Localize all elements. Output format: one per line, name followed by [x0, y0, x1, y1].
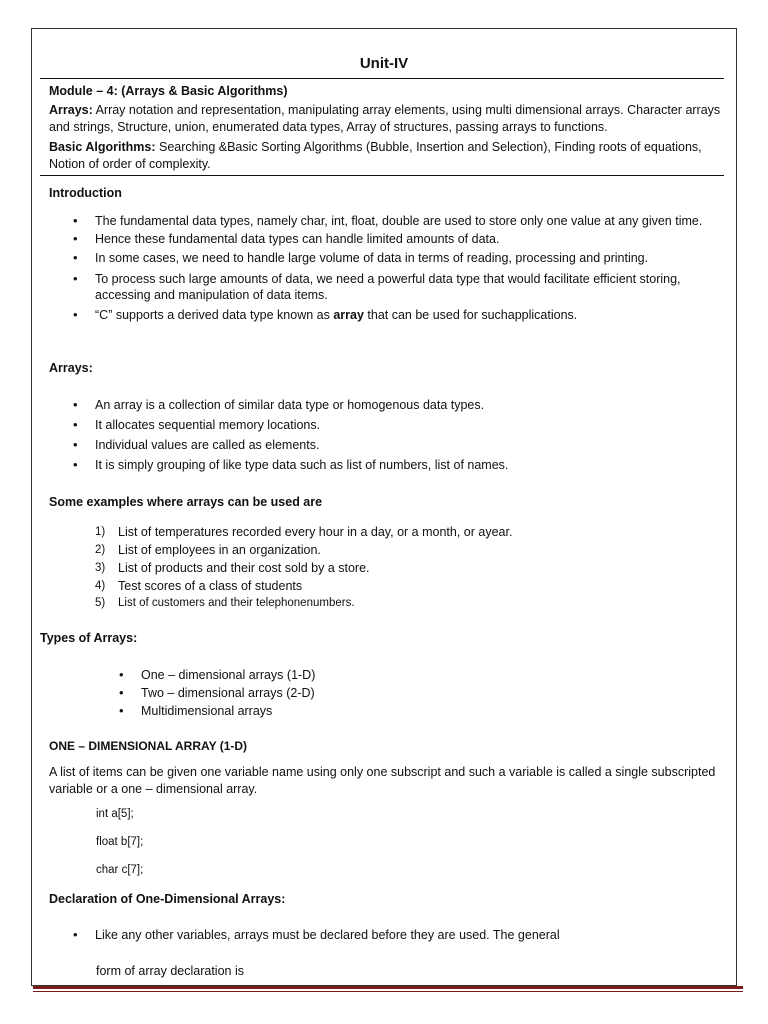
- list-item: [95, 560, 718, 576]
- list-item-text: List of customers and their telephonenumbers.: [118, 597, 355, 609]
- one-d-paragraph: A list of items can be given one variable name using only one subscript and such a variable is called a single subscripted variable or a one – dimensional array.: [49, 765, 716, 796]
- footer-rule-thin: [33, 991, 743, 992]
- list-item: • Like any other variables, arrays must be declared before they are used. The general: [95, 927, 720, 943]
- introduction-list: [95, 213, 720, 323]
- list-item: • One – dimensional arrays (1-D): [141, 667, 641, 683]
- module-heading: Module – 4: (Arrays & Basic Algorithms): [49, 84, 288, 98]
- code-line: int a[5];: [96, 808, 134, 820]
- list-item: [95, 578, 718, 594]
- list-item-text: “C” supports a derived data type known as: [95, 308, 334, 322]
- title-divider: [40, 78, 724, 79]
- list-item: • To process such large amounts of data, we need a powerful data type that would facilitate efficient storing, accessing and manipulation of data items.: [95, 271, 720, 303]
- declaration-continuation: form of array declaration is: [96, 964, 244, 978]
- arrays-list: [95, 397, 720, 473]
- arrays-topics-text: Array notation and representation, manipulating array elements, using multi dimensional arrays. Character arrays and strings, Structure, union, enumerated data types, Array of structures, passing arrays to functions.: [49, 103, 721, 134]
- arrays-label: Arrays:: [49, 103, 93, 117]
- list-item: • Two – dimensional arrays (2-D): [141, 685, 641, 701]
- algorithms-topics-text: Searching &Basic Sorting Algorithms (Bubble, Insertion and Selection), Finding roots of equations, Notion of order of complexity.: [49, 140, 702, 171]
- list-item-text: List of products and their cost sold by a store.: [118, 561, 370, 575]
- list-item-text: that can be used for suchapplications.: [363, 308, 578, 322]
- list-item: [95, 542, 718, 558]
- list-item: • An array is a collection of similar data type or homogenous data types.: [95, 397, 720, 413]
- algorithms-label: Basic Algorithms:: [49, 140, 156, 154]
- list-item: [95, 595, 718, 611]
- list-item: [95, 307, 720, 323]
- list-item: • Hence these fundamental data types can handle limited amounts of data.: [95, 231, 720, 247]
- list-item: • In some cases, we need to handle large volume of data in terms of reading, processing and printing.: [95, 250, 720, 266]
- list-item: • It allocates sequential memory locations.: [95, 417, 720, 433]
- list-item-text: Test scores of a class of students: [118, 579, 303, 593]
- list-number: 3): [95, 562, 106, 574]
- list-item-text: List of temperatures recorded every hour in a day, or a month, or ayear.: [118, 525, 513, 539]
- list-number: 4): [95, 580, 106, 592]
- arrays-heading: Arrays:: [49, 361, 93, 375]
- declaration-heading: Declaration of One-Dimensional Arrays:: [49, 892, 286, 906]
- list-item: • Individual values are called as elements.: [95, 437, 720, 453]
- module-divider: [40, 175, 724, 176]
- declaration-list: [95, 927, 720, 943]
- code-line: float b[7];: [96, 836, 144, 848]
- types-list: [141, 667, 641, 719]
- module-algorithms-topics: [49, 139, 724, 173]
- examples-heading: Some examples where arrays can be used are: [49, 495, 323, 509]
- list-item: • The fundamental data types, namely char, int, float, double are used to store only one value at any given time.: [95, 213, 720, 229]
- list-item: [95, 524, 718, 540]
- page-title: Unit-IV: [359, 55, 409, 72]
- list-number: 5): [95, 597, 106, 609]
- list-item: • It is simply grouping of like type data such as list of numbers, list of names.: [95, 457, 720, 473]
- list-item: • Multidimensional arrays: [141, 703, 641, 719]
- list-item-text: List of employees in an organization.: [118, 543, 321, 557]
- introduction-heading: Introduction: [49, 186, 122, 200]
- list-number: 1): [95, 526, 106, 538]
- one-d-heading: ONE – DIMENSIONAL ARRAY (1-D): [49, 739, 248, 753]
- array-term: array: [333, 308, 364, 322]
- list-number: 2): [95, 544, 106, 556]
- types-heading: Types of Arrays:: [40, 631, 138, 645]
- code-line: char c[7];: [96, 864, 144, 876]
- examples-list: [95, 524, 718, 611]
- footer-rule: [33, 986, 743, 989]
- module-arrays-topics: [49, 102, 724, 136]
